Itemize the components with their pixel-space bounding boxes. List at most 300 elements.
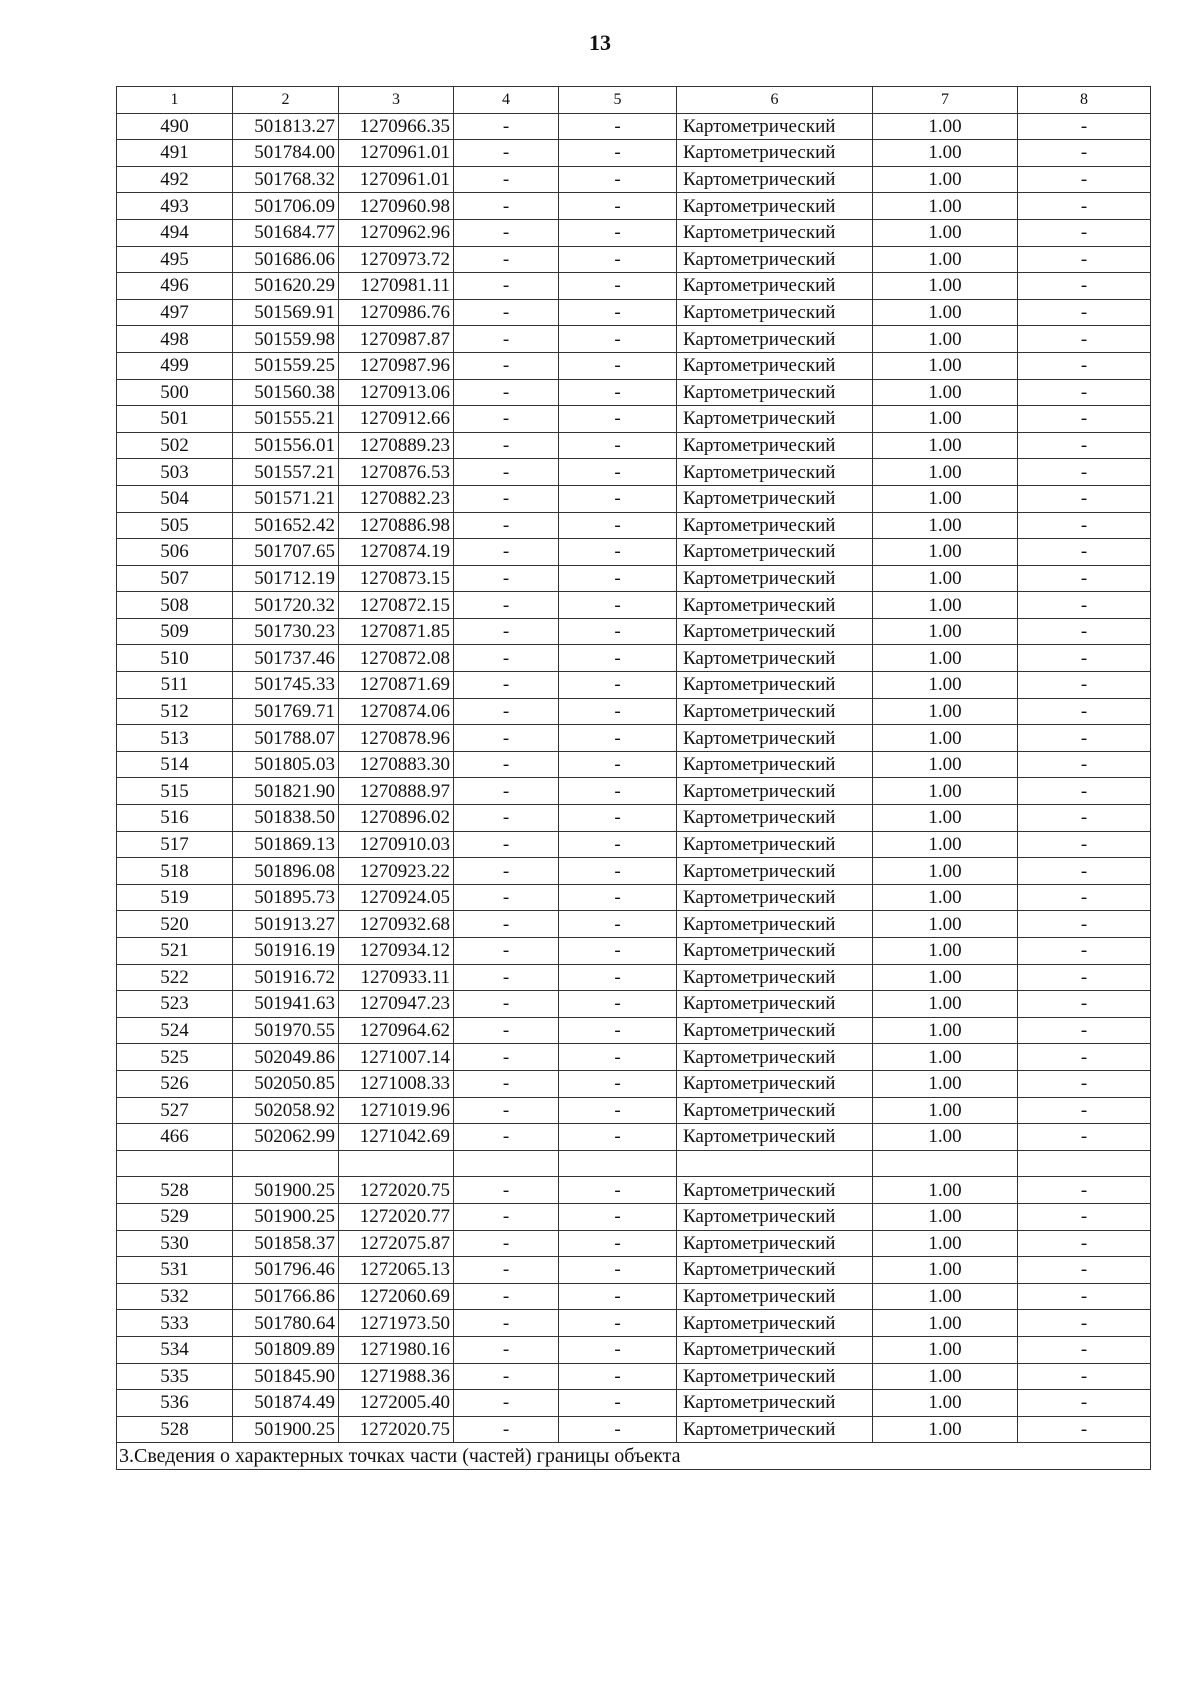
cell-col-4: -: [454, 911, 559, 938]
cell-col-8: -: [1018, 485, 1151, 512]
table-row: [117, 778, 1151, 805]
cell-x-coordinate: 501821.90: [233, 778, 339, 805]
table-row: [117, 432, 1151, 459]
cell-point-number: 534: [117, 1336, 233, 1363]
cell-y-coordinate: 1270961.01: [339, 166, 454, 193]
cell-col-4: -: [454, 140, 559, 167]
table-row: [117, 1336, 1151, 1363]
cell-y-coordinate: 1270981.11: [339, 273, 454, 300]
cell-col-4: -: [454, 1257, 559, 1284]
cell-y-coordinate: 1271019.96: [339, 1097, 454, 1124]
cell-point-number: 497: [117, 299, 233, 326]
cell-method: Картометрический: [677, 1203, 873, 1230]
cell-y-coordinate: 1270934.12: [339, 938, 454, 965]
cell-x-coordinate: 501571.21: [233, 485, 339, 512]
cell-col-8: -: [1018, 831, 1151, 858]
cell-method: Картометрический: [677, 459, 873, 486]
table-row: [117, 379, 1151, 406]
cell-point-number: 515: [117, 778, 233, 805]
cell-col-8: -: [1018, 592, 1151, 619]
table-row: [117, 246, 1151, 273]
cell-x-coordinate: 502058.92: [233, 1097, 339, 1124]
table-row: [117, 1283, 1151, 1310]
table-row: [117, 645, 1151, 672]
cell-method: Картометрический: [677, 299, 873, 326]
cell-col-5: -: [559, 698, 677, 725]
cell-point-number: 521: [117, 938, 233, 965]
cell-method: Картометрический: [677, 113, 873, 140]
cell-col-5: -: [559, 805, 677, 832]
cell-accuracy: 1.00: [873, 938, 1018, 965]
cell-col-8: -: [1018, 1310, 1151, 1337]
cell-y-coordinate: 1270874.19: [339, 539, 454, 566]
cell-method: Картометрический: [677, 1363, 873, 1390]
table-row: [117, 273, 1151, 300]
cell-x-coordinate: 501620.29: [233, 273, 339, 300]
table-row: [117, 1230, 1151, 1257]
cell-col-8: -: [1018, 778, 1151, 805]
cell-accuracy: 1.00: [873, 539, 1018, 566]
cell-accuracy: 1.00: [873, 1203, 1018, 1230]
cell-x-coordinate: 501796.46: [233, 1257, 339, 1284]
cell-y-coordinate: 1272065.13: [339, 1257, 454, 1284]
cell-accuracy: [873, 1150, 1018, 1177]
column-header-7: 7: [873, 87, 1018, 114]
cell-method: Картометрический: [677, 1390, 873, 1417]
cell-col-4: -: [454, 805, 559, 832]
cell-col-4: -: [454, 938, 559, 965]
cell-point-number: 528: [117, 1416, 233, 1443]
cell-col-8: [1018, 1150, 1151, 1177]
cell-point-number: 527: [117, 1097, 233, 1124]
cell-col-4: -: [454, 858, 559, 885]
cell-accuracy: 1.00: [873, 645, 1018, 672]
cell-x-coordinate: 501745.33: [233, 672, 339, 699]
table-row: [117, 1097, 1151, 1124]
cell-col-8: -: [1018, 938, 1151, 965]
cell-method: Картометрический: [677, 1416, 873, 1443]
table-row: [117, 592, 1151, 619]
cell-x-coordinate: 501916.19: [233, 938, 339, 965]
cell-y-coordinate: 1270872.08: [339, 645, 454, 672]
cell-x-coordinate: 501569.91: [233, 299, 339, 326]
cell-accuracy: 1.00: [873, 166, 1018, 193]
cell-col-8: -: [1018, 672, 1151, 699]
cell-x-coordinate: 502062.99: [233, 1124, 339, 1151]
cell-x-coordinate: 501809.89: [233, 1336, 339, 1363]
cell-col-8: -: [1018, 1177, 1151, 1204]
cell-method: [677, 1150, 873, 1177]
cell-col-5: -: [559, 592, 677, 619]
cell-col-5: -: [559, 485, 677, 512]
cell-accuracy: 1.00: [873, 273, 1018, 300]
cell-col-4: -: [454, 592, 559, 619]
cell-col-8: -: [1018, 326, 1151, 353]
table-row: [117, 672, 1151, 699]
cell-col-4: -: [454, 1390, 559, 1417]
cell-method: Картометрический: [677, 1097, 873, 1124]
cell-accuracy: 1.00: [873, 113, 1018, 140]
cell-col-8: -: [1018, 1070, 1151, 1097]
cell-col-4: -: [454, 725, 559, 752]
table-row: [117, 113, 1151, 140]
cell-point-number: 502: [117, 432, 233, 459]
cell-point-number: 503: [117, 459, 233, 486]
cell-point-number: 492: [117, 166, 233, 193]
table-row: [117, 751, 1151, 778]
table-row: [117, 459, 1151, 486]
cell-accuracy: 1.00: [873, 698, 1018, 725]
cell-y-coordinate: 1270871.85: [339, 618, 454, 645]
cell-point-number: 535: [117, 1363, 233, 1390]
cell-col-5: -: [559, 1336, 677, 1363]
table-row: [117, 618, 1151, 645]
cell-point-number: 526: [117, 1070, 233, 1097]
cell-method: Картометрический: [677, 1336, 873, 1363]
cell-point-number: 499: [117, 352, 233, 379]
cell-accuracy: 1.00: [873, 618, 1018, 645]
cell-accuracy: 1.00: [873, 1283, 1018, 1310]
cell-y-coordinate: 1270973.72: [339, 246, 454, 273]
cell-y-coordinate: 1270947.23: [339, 991, 454, 1018]
cell-accuracy: 1.00: [873, 352, 1018, 379]
cell-x-coordinate: 501813.27: [233, 113, 339, 140]
cell-x-coordinate: 501684.77: [233, 219, 339, 246]
cell-x-coordinate: 501706.09: [233, 193, 339, 220]
cell-accuracy: 1.00: [873, 1230, 1018, 1257]
cell-x-coordinate: 501900.25: [233, 1203, 339, 1230]
cell-y-coordinate: 1270871.69: [339, 672, 454, 699]
cell-method: Картометрический: [677, 273, 873, 300]
cell-y-coordinate: 1272060.69: [339, 1283, 454, 1310]
cell-method: Картометрический: [677, 618, 873, 645]
cell-col-5: -: [559, 1257, 677, 1284]
cell-col-4: -: [454, 645, 559, 672]
cell-y-coordinate: 1271042.69: [339, 1124, 454, 1151]
cell-x-coordinate: 501730.23: [233, 618, 339, 645]
cell-method: Картометрический: [677, 751, 873, 778]
cell-x-coordinate: 501916.72: [233, 964, 339, 991]
cell-col-8: -: [1018, 1124, 1151, 1151]
cell-col-4: -: [454, 166, 559, 193]
cell-y-coordinate: 1270987.87: [339, 326, 454, 353]
cell-accuracy: 1.00: [873, 1097, 1018, 1124]
cell-col-5: -: [559, 1124, 677, 1151]
cell-col-4: -: [454, 1070, 559, 1097]
cell-accuracy: 1.00: [873, 858, 1018, 885]
cell-col-5: -: [559, 725, 677, 752]
cell-accuracy: 1.00: [873, 1257, 1018, 1284]
cell-method: Картометрический: [677, 485, 873, 512]
cell-col-4: -: [454, 1124, 559, 1151]
cell-point-number: 491: [117, 140, 233, 167]
cell-col-5: -: [559, 1310, 677, 1337]
table-row: [117, 485, 1151, 512]
cell-point-number: 466: [117, 1124, 233, 1151]
cell-col-4: -: [454, 672, 559, 699]
cell-method: Картометрический: [677, 911, 873, 938]
cell-col-5: -: [559, 219, 677, 246]
cell-x-coordinate: 501941.63: [233, 991, 339, 1018]
cell-col-5: -: [559, 831, 677, 858]
cell-y-coordinate: 1270886.98: [339, 512, 454, 539]
cell-col-4: -: [454, 379, 559, 406]
column-header-6: 6: [677, 87, 873, 114]
cell-col-4: -: [454, 459, 559, 486]
cell-method: Картометрический: [677, 432, 873, 459]
cell-col-5: -: [559, 512, 677, 539]
cell-col-5: -: [559, 193, 677, 220]
cell-col-8: -: [1018, 911, 1151, 938]
cell-point-number: 496: [117, 273, 233, 300]
cell-point-number: 519: [117, 884, 233, 911]
cell-point-number: 507: [117, 565, 233, 592]
cell-col-5: -: [559, 1283, 677, 1310]
cell-col-5: -: [559, 1416, 677, 1443]
column-header-8: 8: [1018, 87, 1151, 114]
cell-point-number: [117, 1150, 233, 1177]
cell-col-5: -: [559, 246, 677, 273]
table-footer-row: [117, 1443, 1151, 1470]
cell-point-number: 506: [117, 539, 233, 566]
cell-method: Картометрический: [677, 140, 873, 167]
cell-accuracy: 1.00: [873, 1070, 1018, 1097]
cell-col-5: -: [559, 406, 677, 433]
cell-col-5: -: [559, 1363, 677, 1390]
table-header-row: [117, 87, 1151, 114]
table-row: [117, 884, 1151, 911]
cell-col-8: -: [1018, 1257, 1151, 1284]
cell-col-5: -: [559, 1097, 677, 1124]
cell-col-5: -: [559, 1203, 677, 1230]
cell-y-coordinate: 1272075.87: [339, 1230, 454, 1257]
cell-col-4: -: [454, 432, 559, 459]
cell-x-coordinate: 501788.07: [233, 725, 339, 752]
cell-y-coordinate: 1270986.76: [339, 299, 454, 326]
cell-x-coordinate: 501900.25: [233, 1416, 339, 1443]
cell-x-coordinate: 501780.64: [233, 1310, 339, 1337]
cell-accuracy: 1.00: [873, 512, 1018, 539]
cell-accuracy: 1.00: [873, 299, 1018, 326]
cell-col-4: -: [454, 1336, 559, 1363]
table-row: [117, 326, 1151, 353]
cell-point-number: 504: [117, 485, 233, 512]
cell-x-coordinate: 501560.38: [233, 379, 339, 406]
cell-col-5: -: [559, 1390, 677, 1417]
cell-x-coordinate: 501766.86: [233, 1283, 339, 1310]
cell-y-coordinate: 1270910.03: [339, 831, 454, 858]
cell-col-5: -: [559, 1230, 677, 1257]
cell-col-5: -: [559, 379, 677, 406]
table-row: [117, 1416, 1151, 1443]
table-row: [117, 193, 1151, 220]
cell-point-number: 493: [117, 193, 233, 220]
cell-col-4: -: [454, 1310, 559, 1337]
cell-col-5: -: [559, 911, 677, 938]
cell-col-8: -: [1018, 352, 1151, 379]
cell-point-number: 529: [117, 1203, 233, 1230]
cell-x-coordinate: 501555.21: [233, 406, 339, 433]
cell-col-4: -: [454, 1416, 559, 1443]
cell-method: Картометрический: [677, 858, 873, 885]
cell-accuracy: 1.00: [873, 326, 1018, 353]
cell-y-coordinate: 1270882.23: [339, 485, 454, 512]
cell-col-4: -: [454, 113, 559, 140]
cell-col-4: -: [454, 1017, 559, 1044]
cell-point-number: 516: [117, 805, 233, 832]
cell-col-5: -: [559, 113, 677, 140]
cell-method: Картометрический: [677, 406, 873, 433]
cell-col-8: -: [1018, 1097, 1151, 1124]
cell-method: Картометрический: [677, 672, 873, 699]
column-header-3: 3: [339, 87, 454, 114]
cell-method: Картометрический: [677, 725, 873, 752]
cell-y-coordinate: 1270962.96: [339, 219, 454, 246]
cell-col-5: [559, 1150, 677, 1177]
cell-y-coordinate: 1270889.23: [339, 432, 454, 459]
cell-x-coordinate: 501970.55: [233, 1017, 339, 1044]
cell-col-8: -: [1018, 858, 1151, 885]
cell-y-coordinate: 1270932.68: [339, 911, 454, 938]
cell-col-8: -: [1018, 1390, 1151, 1417]
cell-col-5: -: [559, 672, 677, 699]
cell-y-coordinate: 1270888.97: [339, 778, 454, 805]
cell-col-5: -: [559, 166, 677, 193]
cell-y-coordinate: 1270960.98: [339, 193, 454, 220]
cell-point-number: 513: [117, 725, 233, 752]
cell-point-number: 530: [117, 1230, 233, 1257]
cell-point-number: 520: [117, 911, 233, 938]
cell-x-coordinate: 501769.71: [233, 698, 339, 725]
cell-col-4: -: [454, 1203, 559, 1230]
cell-accuracy: 1.00: [873, 1044, 1018, 1071]
table-row: [117, 1124, 1151, 1151]
cell-x-coordinate: 501559.25: [233, 352, 339, 379]
cell-col-4: -: [454, 1230, 559, 1257]
cell-y-coordinate: 1271008.33: [339, 1070, 454, 1097]
cell-point-number: 518: [117, 858, 233, 885]
cell-col-5: -: [559, 273, 677, 300]
cell-x-coordinate: 501768.32: [233, 166, 339, 193]
cell-y-coordinate: 1271973.50: [339, 1310, 454, 1337]
cell-y-coordinate: 1270924.05: [339, 884, 454, 911]
cell-point-number: 510: [117, 645, 233, 672]
cell-method: Картометрический: [677, 805, 873, 832]
cell-col-4: -: [454, 1177, 559, 1204]
cell-col-4: -: [454, 352, 559, 379]
table-row: [117, 512, 1151, 539]
cell-point-number: 508: [117, 592, 233, 619]
cell-col-5: -: [559, 884, 677, 911]
cell-col-8: -: [1018, 113, 1151, 140]
table-row: [117, 1310, 1151, 1337]
cell-accuracy: 1.00: [873, 725, 1018, 752]
cell-accuracy: 1.00: [873, 565, 1018, 592]
column-header-2: 2: [233, 87, 339, 114]
cell-col-8: -: [1018, 193, 1151, 220]
cell-method: Картометрический: [677, 778, 873, 805]
cell-method: Картометрический: [677, 592, 873, 619]
table-row: [117, 911, 1151, 938]
cell-accuracy: 1.00: [873, 964, 1018, 991]
cell-method: Картометрический: [677, 884, 873, 911]
cell-y-coordinate: 1270913.06: [339, 379, 454, 406]
cell-accuracy: 1.00: [873, 991, 1018, 1018]
cell-method: Картометрический: [677, 645, 873, 672]
cell-col-5: -: [559, 432, 677, 459]
cell-x-coordinate: 501737.46: [233, 645, 339, 672]
cell-x-coordinate: 501858.37: [233, 1230, 339, 1257]
cell-col-5: -: [559, 1070, 677, 1097]
cell-col-4: -: [454, 485, 559, 512]
cell-col-4: -: [454, 273, 559, 300]
cell-point-number: 495: [117, 246, 233, 273]
cell-col-8: -: [1018, 539, 1151, 566]
cell-x-coordinate: 501874.49: [233, 1390, 339, 1417]
cell-x-coordinate: 501556.01: [233, 432, 339, 459]
cell-x-coordinate: 501895.73: [233, 884, 339, 911]
cell-y-coordinate: 1272020.75: [339, 1177, 454, 1204]
cell-point-number: 501: [117, 406, 233, 433]
cell-col-5: -: [559, 858, 677, 885]
cell-col-4: -: [454, 751, 559, 778]
cell-point-number: 525: [117, 1044, 233, 1071]
table-row: [117, 1017, 1151, 1044]
cell-col-8: -: [1018, 805, 1151, 832]
cell-col-8: -: [1018, 406, 1151, 433]
cell-col-8: -: [1018, 698, 1151, 725]
cell-method: Картометрический: [677, 379, 873, 406]
cell-accuracy: 1.00: [873, 140, 1018, 167]
cell-point-number: 514: [117, 751, 233, 778]
cell-col-4: -: [454, 964, 559, 991]
cell-col-8: -: [1018, 273, 1151, 300]
cell-col-4: -: [454, 991, 559, 1018]
cell-col-5: -: [559, 964, 677, 991]
cell-col-5: -: [559, 326, 677, 353]
cell-point-number: 498: [117, 326, 233, 353]
cell-col-4: -: [454, 1283, 559, 1310]
cell-x-coordinate: 501712.19: [233, 565, 339, 592]
cell-y-coordinate: 1270873.15: [339, 565, 454, 592]
cell-y-coordinate: 1272020.75: [339, 1416, 454, 1443]
cell-x-coordinate: 501557.21: [233, 459, 339, 486]
table-row: [117, 964, 1151, 991]
cell-method: Картометрический: [677, 539, 873, 566]
cell-col-8: -: [1018, 246, 1151, 273]
cell-point-number: 528: [117, 1177, 233, 1204]
cell-point-number: 505: [117, 512, 233, 539]
cell-method: Картометрический: [677, 1017, 873, 1044]
cell-accuracy: 1.00: [873, 1310, 1018, 1337]
cell-accuracy: 1.00: [873, 1017, 1018, 1044]
cell-col-4: -: [454, 1044, 559, 1071]
cell-accuracy: 1.00: [873, 432, 1018, 459]
table-row: [117, 1363, 1151, 1390]
cell-method: Картометрический: [677, 938, 873, 965]
cell-x-coordinate: 501805.03: [233, 751, 339, 778]
table-row: [117, 352, 1151, 379]
cell-accuracy: 1.00: [873, 751, 1018, 778]
cell-method: Картометрический: [677, 193, 873, 220]
cell-col-8: -: [1018, 991, 1151, 1018]
table-row: [117, 1257, 1151, 1284]
cell-col-5: -: [559, 1017, 677, 1044]
cell-y-coordinate: 1271988.36: [339, 1363, 454, 1390]
cell-accuracy: 1.00: [873, 193, 1018, 220]
cell-method: Картометрический: [677, 1070, 873, 1097]
cell-col-4: -: [454, 1363, 559, 1390]
